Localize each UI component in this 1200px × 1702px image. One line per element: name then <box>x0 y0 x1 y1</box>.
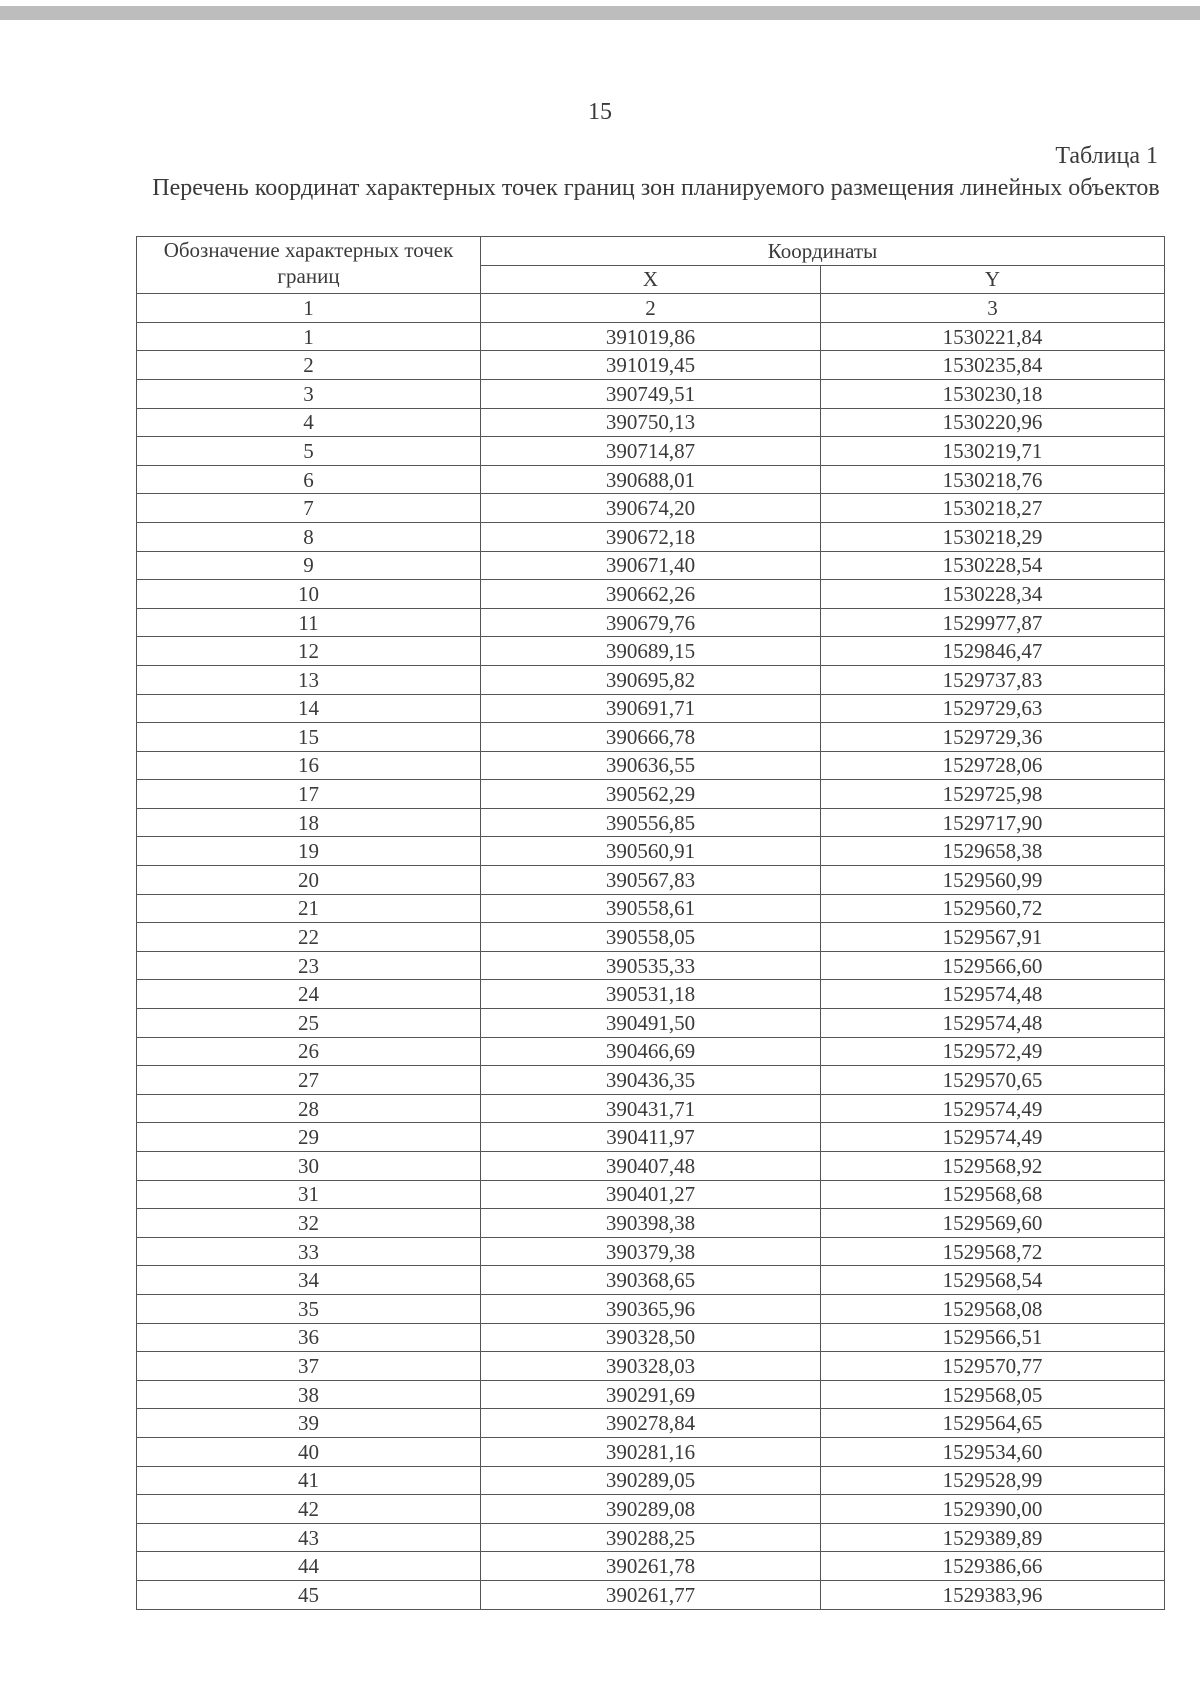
point-number-cell: 28 <box>137 1094 481 1123</box>
x-coordinate-cell: 390368,65 <box>481 1266 821 1295</box>
table-row <box>137 1495 1165 1524</box>
table-row <box>137 837 1165 866</box>
y-coordinate-cell: 1529574,49 <box>821 1123 1165 1152</box>
table-row <box>137 1352 1165 1381</box>
header-point-designation: Обозначение характерных точек границ <box>137 237 481 294</box>
page-number: 15 <box>588 99 612 125</box>
table-row <box>137 351 1165 380</box>
point-number-cell: 19 <box>137 837 481 866</box>
point-number-cell: 38 <box>137 1380 481 1409</box>
x-coordinate-cell: 390365,96 <box>481 1294 821 1323</box>
point-number-cell: 43 <box>137 1523 481 1552</box>
point-number-cell: 14 <box>137 694 481 723</box>
point-number-cell: 5 <box>137 437 481 466</box>
x-coordinate-cell: 390328,03 <box>481 1352 821 1381</box>
y-coordinate-cell: 1530218,76 <box>821 465 1165 494</box>
y-coordinate-cell: 1529567,91 <box>821 923 1165 952</box>
point-number-cell: 7 <box>137 494 481 523</box>
point-number-cell: 42 <box>137 1495 481 1524</box>
y-coordinate-cell: 1530218,27 <box>821 494 1165 523</box>
table-row <box>137 1523 1165 1552</box>
x-coordinate-cell: 390401,27 <box>481 1180 821 1209</box>
y-coordinate-cell: 1529846,47 <box>821 637 1165 666</box>
x-coordinate-cell: 390750,13 <box>481 408 821 437</box>
table-body <box>137 322 1165 1609</box>
y-coordinate-cell: 1529568,54 <box>821 1266 1165 1295</box>
y-coordinate-cell: 1529729,36 <box>821 723 1165 752</box>
point-number-cell: 25 <box>137 1009 481 1038</box>
x-coordinate-cell: 390558,61 <box>481 894 821 923</box>
table-row <box>137 1152 1165 1181</box>
y-coordinate-cell: 1529390,00 <box>821 1495 1165 1524</box>
point-number-cell: 30 <box>137 1152 481 1181</box>
header-coordinates: Координаты <box>481 237 1165 266</box>
x-coordinate-cell: 390671,40 <box>481 551 821 580</box>
table-row <box>137 751 1165 780</box>
y-coordinate-cell: 1529574,49 <box>821 1094 1165 1123</box>
y-coordinate-cell: 1529728,06 <box>821 751 1165 780</box>
x-coordinate-cell: 390289,08 <box>481 1495 821 1524</box>
point-number-cell: 32 <box>137 1209 481 1238</box>
table-row <box>137 1466 1165 1495</box>
point-number-cell: 13 <box>137 665 481 694</box>
table-row <box>137 1094 1165 1123</box>
table-row <box>137 494 1165 523</box>
y-coordinate-cell: 1529717,90 <box>821 808 1165 837</box>
point-number-cell: 44 <box>137 1552 481 1581</box>
scan-top-border <box>0 6 1200 20</box>
y-coordinate-cell: 1529389,89 <box>821 1523 1165 1552</box>
point-number-cell: 40 <box>137 1437 481 1466</box>
table-row <box>137 1409 1165 1438</box>
y-coordinate-cell: 1530230,18 <box>821 379 1165 408</box>
table-row <box>137 379 1165 408</box>
x-coordinate-cell: 390291,69 <box>481 1380 821 1409</box>
table-row <box>137 1209 1165 1238</box>
x-coordinate-cell: 390695,82 <box>481 665 821 694</box>
y-coordinate-cell: 1530218,29 <box>821 522 1165 551</box>
y-coordinate-cell: 1529560,99 <box>821 866 1165 895</box>
y-coordinate-cell: 1530219,71 <box>821 437 1165 466</box>
x-coordinate-cell: 390407,48 <box>481 1152 821 1181</box>
x-coordinate-cell: 390674,20 <box>481 494 821 523</box>
table-row <box>137 551 1165 580</box>
y-coordinate-cell: 1529568,72 <box>821 1237 1165 1266</box>
table-row <box>137 1009 1165 1038</box>
y-coordinate-cell: 1529658,38 <box>821 837 1165 866</box>
y-coordinate-cell: 1529729,63 <box>821 694 1165 723</box>
y-coordinate-cell: 1529534,60 <box>821 1437 1165 1466</box>
x-coordinate-cell: 390281,16 <box>481 1437 821 1466</box>
x-coordinate-cell: 390261,78 <box>481 1552 821 1581</box>
point-number-cell: 18 <box>137 808 481 837</box>
table-title: Перечень координат характерных точек границ зон планируемого размещения линейных объектов <box>152 175 1160 201</box>
x-coordinate-cell: 390714,87 <box>481 437 821 466</box>
x-coordinate-cell: 390328,50 <box>481 1323 821 1352</box>
table-row <box>137 923 1165 952</box>
point-number-cell: 29 <box>137 1123 481 1152</box>
y-coordinate-cell: 1529564,65 <box>821 1409 1165 1438</box>
table-row <box>137 1237 1165 1266</box>
column-number-2: 2 <box>481 294 821 323</box>
x-coordinate-cell: 390289,05 <box>481 1466 821 1495</box>
x-coordinate-cell: 390411,97 <box>481 1123 821 1152</box>
point-number-cell: 15 <box>137 723 481 752</box>
table-row <box>137 408 1165 437</box>
x-coordinate-cell: 390689,15 <box>481 637 821 666</box>
table-row <box>137 1380 1165 1409</box>
table-row <box>137 437 1165 466</box>
point-number-cell: 35 <box>137 1294 481 1323</box>
point-number-cell: 41 <box>137 1466 481 1495</box>
y-coordinate-cell: 1529386,66 <box>821 1552 1165 1581</box>
table-row <box>137 465 1165 494</box>
table-row <box>137 608 1165 637</box>
x-coordinate-cell: 390261,77 <box>481 1580 821 1609</box>
point-number-cell: 23 <box>137 951 481 980</box>
table-row <box>137 808 1165 837</box>
x-coordinate-cell: 390398,38 <box>481 1209 821 1238</box>
point-number-cell: 37 <box>137 1352 481 1381</box>
table-row <box>137 1037 1165 1066</box>
y-coordinate-cell: 1529574,48 <box>821 1009 1165 1038</box>
y-coordinate-cell: 1529568,68 <box>821 1180 1165 1209</box>
header-x: X <box>481 265 821 294</box>
table-row <box>137 723 1165 752</box>
x-coordinate-cell: 390567,83 <box>481 866 821 895</box>
x-coordinate-cell: 390688,01 <box>481 465 821 494</box>
point-number-cell: 16 <box>137 751 481 780</box>
point-number-cell: 22 <box>137 923 481 952</box>
table-row <box>137 1552 1165 1581</box>
x-coordinate-cell: 390556,85 <box>481 808 821 837</box>
table-row <box>137 894 1165 923</box>
table-row <box>137 951 1165 980</box>
x-coordinate-cell: 390431,71 <box>481 1094 821 1123</box>
y-coordinate-cell: 1530228,54 <box>821 551 1165 580</box>
point-number-cell: 26 <box>137 1037 481 1066</box>
point-number-cell: 1 <box>137 322 481 351</box>
table-row <box>137 980 1165 1009</box>
y-coordinate-cell: 1529568,08 <box>821 1294 1165 1323</box>
point-number-cell: 9 <box>137 551 481 580</box>
column-number-1: 1 <box>137 294 481 323</box>
point-number-cell: 45 <box>137 1580 481 1609</box>
x-coordinate-cell: 390535,33 <box>481 951 821 980</box>
table-row <box>137 322 1165 351</box>
table-row <box>137 1294 1165 1323</box>
y-coordinate-cell: 1529568,05 <box>821 1380 1165 1409</box>
table-row <box>137 1180 1165 1209</box>
table-row <box>137 665 1165 694</box>
table-row <box>137 1437 1165 1466</box>
x-coordinate-cell: 390662,26 <box>481 580 821 609</box>
column-number-3: 3 <box>821 294 1165 323</box>
point-number-cell: 4 <box>137 408 481 437</box>
table-column-numbers-row <box>137 294 1165 323</box>
x-coordinate-cell: 390491,50 <box>481 1009 821 1038</box>
point-number-cell: 36 <box>137 1323 481 1352</box>
y-coordinate-cell: 1529572,49 <box>821 1037 1165 1066</box>
table-row <box>137 1266 1165 1295</box>
x-coordinate-cell: 391019,45 <box>481 351 821 380</box>
point-number-cell: 11 <box>137 608 481 637</box>
table-header-row <box>137 237 1165 266</box>
point-number-cell: 34 <box>137 1266 481 1295</box>
point-number-cell: 10 <box>137 580 481 609</box>
table-label: Таблица 1 <box>1055 143 1158 169</box>
point-number-cell: 2 <box>137 351 481 380</box>
x-coordinate-cell: 390562,29 <box>481 780 821 809</box>
table-row <box>137 522 1165 551</box>
x-coordinate-cell: 390531,18 <box>481 980 821 1009</box>
table-row <box>137 866 1165 895</box>
x-coordinate-cell: 390691,71 <box>481 694 821 723</box>
point-number-cell: 31 <box>137 1180 481 1209</box>
y-coordinate-cell: 1529725,98 <box>821 780 1165 809</box>
table-row <box>137 780 1165 809</box>
table-row <box>137 637 1165 666</box>
table-row <box>137 1323 1165 1352</box>
table-row <box>137 1066 1165 1095</box>
point-number-cell: 3 <box>137 379 481 408</box>
y-coordinate-cell: 1530220,96 <box>821 408 1165 437</box>
y-coordinate-cell: 1529569,60 <box>821 1209 1165 1238</box>
x-coordinate-cell: 390436,35 <box>481 1066 821 1095</box>
y-coordinate-cell: 1530228,34 <box>821 580 1165 609</box>
x-coordinate-cell: 390749,51 <box>481 379 821 408</box>
point-number-cell: 24 <box>137 980 481 1009</box>
y-coordinate-cell: 1529566,51 <box>821 1323 1165 1352</box>
x-coordinate-cell: 390666,78 <box>481 723 821 752</box>
point-number-cell: 21 <box>137 894 481 923</box>
y-coordinate-cell: 1529570,65 <box>821 1066 1165 1095</box>
x-coordinate-cell: 390558,05 <box>481 923 821 952</box>
table-row <box>137 694 1165 723</box>
x-coordinate-cell: 390278,84 <box>481 1409 821 1438</box>
coordinates-table <box>136 236 1165 1610</box>
point-number-cell: 6 <box>137 465 481 494</box>
y-coordinate-cell: 1529977,87 <box>821 608 1165 637</box>
y-coordinate-cell: 1529574,48 <box>821 980 1165 1009</box>
table-row <box>137 1123 1165 1152</box>
point-number-cell: 8 <box>137 522 481 551</box>
y-coordinate-cell: 1529560,72 <box>821 894 1165 923</box>
y-coordinate-cell: 1529566,60 <box>821 951 1165 980</box>
table-row <box>137 1580 1165 1609</box>
y-coordinate-cell: 1530235,84 <box>821 351 1165 380</box>
x-coordinate-cell: 390636,55 <box>481 751 821 780</box>
y-coordinate-cell: 1529737,83 <box>821 665 1165 694</box>
x-coordinate-cell: 390679,76 <box>481 608 821 637</box>
y-coordinate-cell: 1529528,99 <box>821 1466 1165 1495</box>
y-coordinate-cell: 1529568,92 <box>821 1152 1165 1181</box>
header-y: Y <box>821 265 1165 294</box>
point-number-cell: 27 <box>137 1066 481 1095</box>
y-coordinate-cell: 1529570,77 <box>821 1352 1165 1381</box>
point-number-cell: 20 <box>137 866 481 895</box>
table-row <box>137 580 1165 609</box>
x-coordinate-cell: 390560,91 <box>481 837 821 866</box>
x-coordinate-cell: 391019,86 <box>481 322 821 351</box>
y-coordinate-cell: 1530221,84 <box>821 322 1165 351</box>
point-number-cell: 39 <box>137 1409 481 1438</box>
x-coordinate-cell: 390466,69 <box>481 1037 821 1066</box>
point-number-cell: 17 <box>137 780 481 809</box>
x-coordinate-cell: 390379,38 <box>481 1237 821 1266</box>
x-coordinate-cell: 390288,25 <box>481 1523 821 1552</box>
x-coordinate-cell: 390672,18 <box>481 522 821 551</box>
y-coordinate-cell: 1529383,96 <box>821 1580 1165 1609</box>
point-number-cell: 12 <box>137 637 481 666</box>
point-number-cell: 33 <box>137 1237 481 1266</box>
